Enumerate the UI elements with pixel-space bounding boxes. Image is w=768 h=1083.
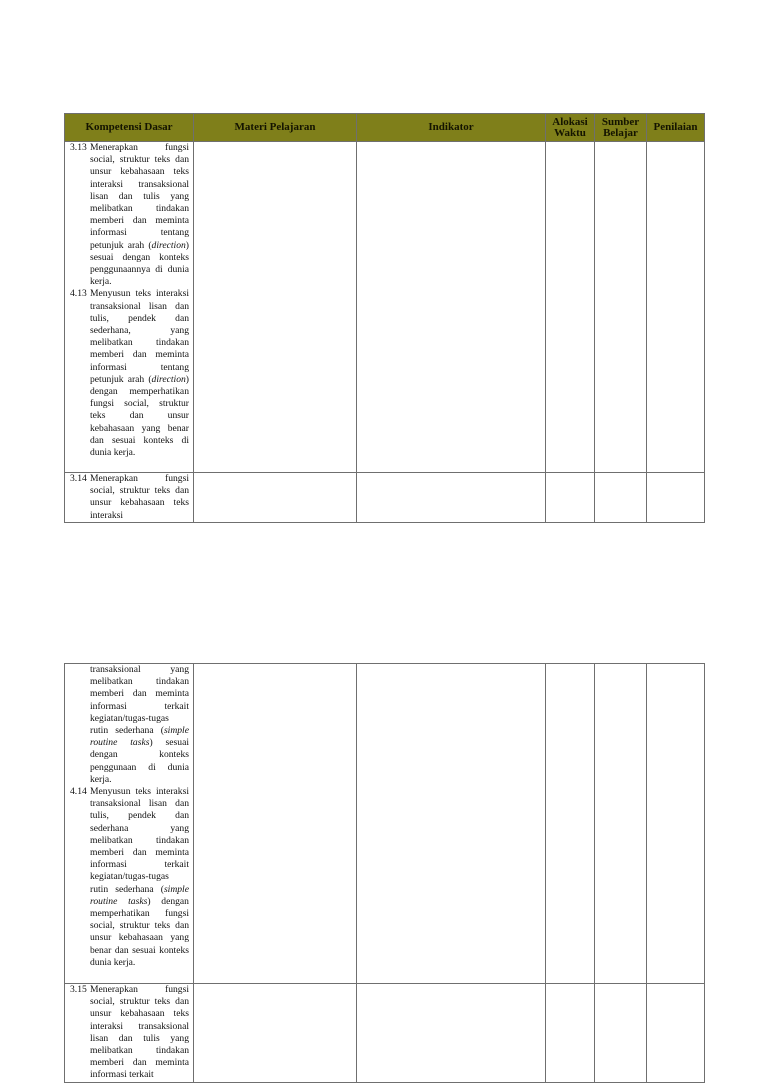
table-row bbox=[65, 984, 705, 1083]
sumber-belajar-cell bbox=[595, 142, 647, 473]
materi-pelajaran-cell bbox=[194, 984, 357, 1083]
kd-item-3-15 bbox=[65, 984, 193, 1082]
kompetensi-dasar-cell bbox=[65, 473, 194, 523]
alokasi-waktu-cell bbox=[546, 142, 595, 473]
header-alokasi-waktu: Alokasi Waktu bbox=[546, 114, 595, 142]
header-penilaian: Penilaian bbox=[647, 114, 705, 142]
syllabus-table-page-2 bbox=[64, 663, 705, 1083]
table-row bbox=[65, 142, 705, 473]
table-row bbox=[65, 473, 705, 523]
kd-text: Menerapkan fungsi social, struktur teks dan unsur kebahasaan teks interaksi transaksional lisan dan tulis yang melibatkan tindakan memberi dan meminta informasi terkait bbox=[90, 984, 189, 1081]
header-materi-pelajaran: Materi Pelajaran bbox=[194, 114, 357, 142]
penilaian-cell bbox=[647, 142, 705, 473]
kd-item-4-13 bbox=[65, 288, 193, 459]
alokasi-waktu-cell bbox=[546, 984, 595, 1083]
kompetensi-dasar-cell bbox=[65, 984, 194, 1083]
header-kompetensi-dasar: Kompetensi Dasar bbox=[65, 114, 194, 142]
materi-pelajaran-cell bbox=[194, 473, 357, 523]
kd-number: 4.14 bbox=[70, 786, 87, 798]
syllabus-table-page-1 bbox=[64, 113, 705, 523]
kd-item-3-14 bbox=[65, 473, 193, 522]
penilaian-cell bbox=[647, 473, 705, 523]
kd-text: Menerapkan fungsi social, struktur teks dan unsur kebahasaan teks interaksi transaksional lisan dan tulis yang melibatkan tindakan memberi dan meminta informasi tentang petunjuk arah (direction) sesuai dengan konteks penggunaannya di dunia kerja. bbox=[90, 142, 189, 288]
indikator-cell bbox=[357, 664, 546, 984]
kompetensi-dasar-cell bbox=[65, 664, 194, 984]
kd-number: 4.13 bbox=[70, 288, 87, 300]
alokasi-waktu-cell bbox=[546, 473, 595, 523]
indikator-cell bbox=[357, 142, 546, 473]
alokasi-waktu-cell bbox=[546, 664, 595, 984]
penilaian-cell bbox=[647, 664, 705, 984]
penilaian-cell bbox=[647, 984, 705, 1083]
materi-pelajaran-cell bbox=[194, 664, 357, 984]
kd-item-4-14 bbox=[65, 786, 193, 969]
header-sumber-belajar: Sumber Belajar bbox=[595, 114, 647, 142]
table-row bbox=[65, 664, 705, 984]
materi-pelajaran-cell bbox=[194, 142, 357, 473]
indikator-cell bbox=[357, 984, 546, 1083]
kd-number: 3.14 bbox=[70, 473, 87, 484]
sumber-belajar-cell bbox=[595, 664, 647, 984]
kd-number: 3.15 bbox=[70, 984, 87, 995]
sumber-belajar-cell bbox=[595, 473, 647, 523]
kd-text: Menyusun teks interaksi transaksional lisan dan tulis, pendek dan sederhana yang melibatkan tindakan memberi dan meminta informasi terkait kegiatan/tugas-tugas rutin sederhana (simple routine tasks) dengan memperhatikan fungsi social, struktur teks dan unsur kebahasaan yang benar dan sesuai konteks dunia kerja. bbox=[90, 786, 189, 968]
kd-text: Menerapkan fungsi social, struktur teks dan unsur kebahasaan teks interaksi bbox=[90, 473, 189, 521]
kd-item-3-13 bbox=[65, 142, 193, 288]
kompetensi-dasar-cell bbox=[65, 142, 194, 473]
kd-continuation-3-14: transaksional yang melibatkan tindakan memberi dan meminta informasi terkait kegiatan/tugas-tugas rutin sederhana (simple routine tasks) sesuai dengan konteks penggunaan di dunia kerja. bbox=[90, 664, 189, 785]
kd-text: Menyusun teks interaksi transaksional lisan dan tulis, pendek dan sederhana, yang melibatkan tindakan memberi dan meminta informasi tentang petunjuk arah (direction) dengan memperhatikan fungsi social, struktur teks dan unsur kebahasaan yang benar dan sesuai konteks di dunia kerja. bbox=[90, 288, 189, 459]
indikator-cell bbox=[357, 473, 546, 523]
header-indikator: Indikator bbox=[357, 114, 546, 142]
kd-number: 3.13 bbox=[70, 142, 87, 153]
table-header-row bbox=[65, 114, 705, 142]
sumber-belajar-cell bbox=[595, 984, 647, 1083]
